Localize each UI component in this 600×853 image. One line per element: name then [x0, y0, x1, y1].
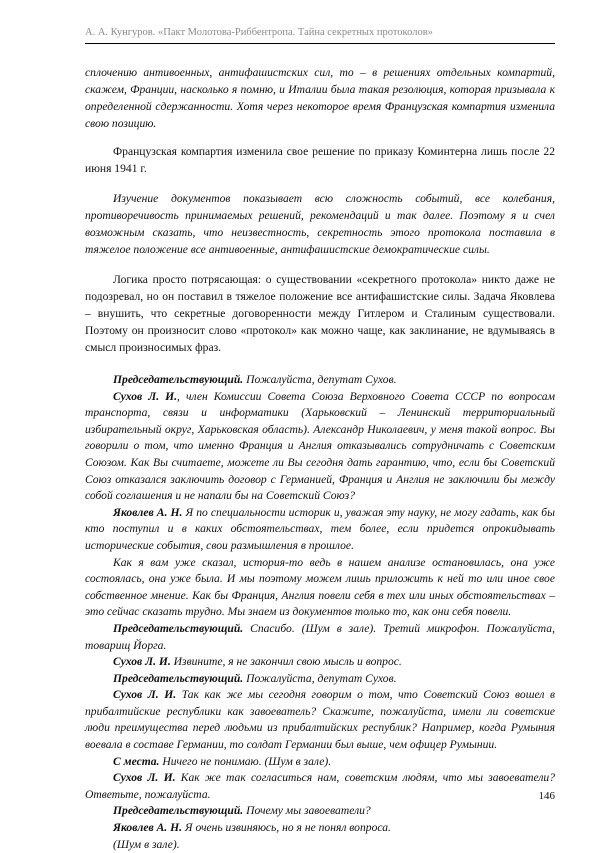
- speaker: Председательствующий.: [113, 671, 244, 685]
- speech: Пожалуйста, депутат Сухов.: [243, 671, 397, 685]
- speech: Почему мы завоеватели?: [243, 804, 371, 818]
- transcript-entry: [85, 372, 555, 389]
- transcript-entry: [85, 754, 555, 771]
- speech: Ничего не понимаю. (Шум в зале).: [159, 754, 332, 768]
- transcript: [85, 372, 555, 853]
- speaker: Сухов Л. И.: [113, 771, 176, 785]
- speaker: Яковлев А. Н.: [113, 505, 183, 519]
- speech: Как я вам уже сказал, история-то ведь в нашем анализе остановилась, она уже состоялась, она уже была. И мы поэтому можем лишь приложить к ней то или иное свое собственное мнение. Как бы Франция, Англия повели себя в тех или иных обстоятельствах – это сейчас сказать трудно. Мы знаем из документов только то, как они себя повели.: [85, 555, 555, 619]
- running-header: А. А. Кунгуров. «Пакт Молотова-Риббентропа. Тайна секретных протоколов»: [85, 27, 433, 38]
- speaker: С места.: [113, 754, 160, 768]
- speaker: Сухов Л. И.: [113, 688, 177, 702]
- paragraph: Логика просто потрясающая: о существовании «секретного протокола» никто даже не подозревал, но он поставил в тяжелое положение все антифашистские силы. Задача Яковлева – внушить, что секретные договоренности между Гитлером и Сталиным существовали. Поэтому он произносит слово «протокол» как можно чаще, как заклинание, не вдумываясь в смысл произносимых фраз.: [85, 273, 555, 354]
- speaker: Яковлев А. Н.: [113, 821, 183, 835]
- speech: Пожалуйста, депутат Сухов.: [243, 373, 397, 386]
- transcript-entry: [85, 837, 555, 853]
- page-body: [85, 64, 555, 853]
- header-rule: [85, 43, 555, 44]
- transcript-entry: [85, 803, 555, 820]
- speaker: Сухов Л. И.: [113, 655, 171, 669]
- speaker: Председательствующий.: [113, 621, 244, 635]
- transcript-entry: [85, 654, 555, 671]
- transcript-entry: [85, 555, 555, 621]
- speech: Спасибо. (Шум в зале). Третий микрофон. Пожалуйста, товарищ Йорга.: [85, 621, 555, 652]
- transcript-entry: [85, 621, 555, 654]
- speech: , член Комиссии Совета Союза Верховного Совета СССР по вопросам транспорта, связи и информатики (Харьковский – Ленинский территориальный избирательный округ, Харьковская область). Александр Николаевич, у меня такой вопрос. Вы говорили о том, что именно Франция и Англия отказывались сотрудничать с Советским Союзом. Как Вы считаете, можете ли Вы сегодня дать гарантию, что, если бы Советский Союз отказался заключить договор с Германией, Франция и Англия не заключили бы между собой соглашения и не напали бы на Советский Союз?: [85, 389, 555, 503]
- speech: Так как же мы сегодня говорим о том, что Советский Союз вошел в прибалтийские республики как завоеватель? Скажите, пожалуйста, имели ли советские люди преимущества перед людьми из прибалтийских республик? Например, когда Румыния воевала в составе Германии, то солдат Германии был выше, чем офицер Румынии.: [85, 688, 555, 752]
- speech: Извините, я не закончил свою мысль и вопрос.: [170, 655, 402, 669]
- transcript-entry: [85, 671, 555, 688]
- page-number: 146: [538, 790, 555, 802]
- speech: (Шум в зале).: [113, 837, 180, 851]
- speaker: Сухов Л. И.: [113, 389, 178, 403]
- transcript-entry: [85, 505, 555, 555]
- paragraph-quote: сплочению антивоенных, антифашистских сил, то – в решениях отдельных компартий, скажем, Франции, насколько я помню, и Италии была такая резолюция, которая призывала к определенной сдержанности. Хотя через некоторое время Французская компартия изменила свою позицию.: [85, 66, 555, 130]
- speech: Я очень извиняюсь, но я не понял вопроса.: [182, 821, 391, 835]
- paragraph-quote: Изучение документов показывает всю сложность событий, все колебания, противоречивость принимаемых решений, рекомендаций и так далее. Поэтому я и счел возможным сказать, что неизвестность, секретность этого протокола поставила в тяжелое положение все антивоенные, антифашистские демократические силы.: [85, 192, 555, 256]
- speech: Как же так согласиться нам, советским людям, что мы завоеватели? Ответьте, пожалуйста.: [85, 771, 555, 801]
- speaker: Председательствующий.: [113, 804, 244, 818]
- speaker: Председательствующий.: [113, 373, 244, 386]
- transcript-entry: [85, 389, 555, 505]
- transcript-entry: [85, 687, 555, 753]
- transcript-entry: [85, 820, 555, 837]
- paragraph: Французская компартия изменила свое решение по приказу Коминтерна лишь после 22 июня 1941 г.: [85, 145, 555, 175]
- transcript-entry: [85, 770, 555, 803]
- speech: Я по специальности историк и, уважая эту науку, не могу гадать, как бы кто поступил и в каких обстоятельствах, тем более, если придется опрокидывать исторические события, свои размышления в прошлое.: [85, 505, 555, 552]
